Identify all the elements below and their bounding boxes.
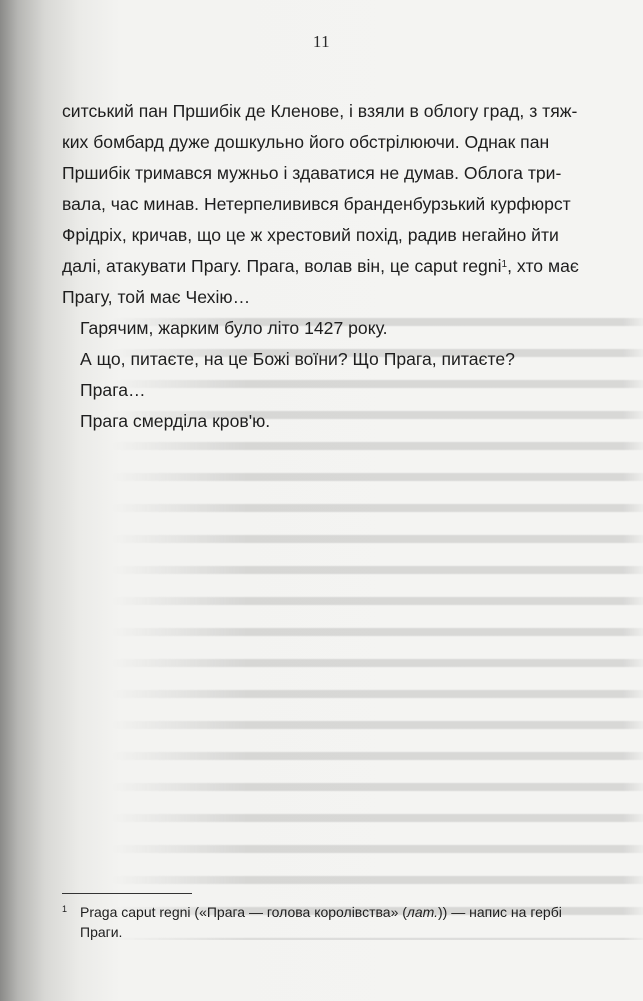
text-line: ситський пан Пршибік де Кленове, і взяли в облогу град, з тяж-: [62, 101, 578, 121]
footnote-segment: Praga caput regni («Прага — голова королівства» (: [80, 904, 407, 920]
footnote-mark: 1: [62, 904, 68, 914]
body-text: [62, 96, 579, 437]
page-number: 11: [312, 32, 331, 51]
paragraph: А що, питаєте, на це Божі воїни? Що Прага, питаєте?: [80, 349, 515, 369]
footnote: [62, 902, 562, 942]
text-line: Фрідріх, кричав, що це ж хрестовий похід, радив негайно йти: [62, 225, 559, 245]
footnote-divider: [62, 893, 192, 894]
footnote-text: [62, 902, 562, 942]
text-line: ких бомбард дуже дошкульно його обстрілюючи. Однак пан: [62, 132, 550, 152]
paragraph: Прага смерділа кров'ю.: [80, 411, 271, 431]
text-line: Прагу, той має Чехію…: [62, 287, 251, 307]
text-line: Пршибік тримався мужньо і здаватися не думав. Облога три-: [62, 163, 562, 183]
text-segment: далі, атакувати Прагу. Прага, волав він, це caput regni: [62, 256, 502, 276]
footnote-line: Праги.: [80, 924, 123, 940]
footnote-reference[interactable]: 1: [501, 259, 508, 270]
text-line-with-footnote: [62, 251, 579, 282]
footnote-segment: )) — напис на гербі: [438, 904, 562, 920]
footnote-line: [80, 902, 562, 922]
paragraph: Прага…: [80, 380, 146, 400]
paragraph: Гарячим, жарким було літо 1427 року.: [80, 318, 388, 338]
text-segment: , хто має: [507, 256, 579, 276]
footnote-lat: лат.: [406, 904, 438, 920]
text-line: вала, час минав. Нетерпеливився бранденбурзький курфюрст: [62, 194, 571, 214]
